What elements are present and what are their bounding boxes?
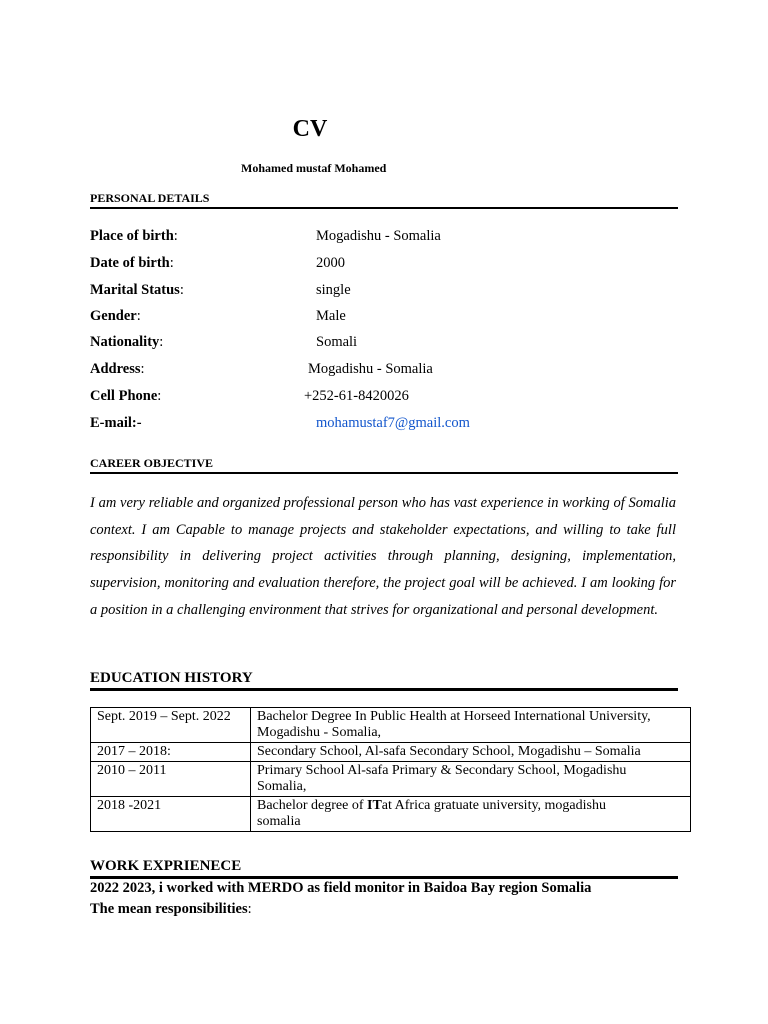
section-heading-objective: CAREER OBJECTIVE bbox=[90, 456, 214, 470]
table-row bbox=[91, 762, 691, 797]
candidate-name: Mohamed mustaf Mohamed bbox=[241, 161, 387, 175]
label-cell-phone: Cell Phone: bbox=[90, 388, 162, 404]
education-period: 2017 – 2018: bbox=[91, 743, 251, 762]
education-detail: Secondary School, Al-safa Secondary School, Mogadishu – Somalia bbox=[251, 743, 691, 762]
section-divider bbox=[90, 688, 678, 691]
education-detail: Bachelor degree of ITat Africa gratuate university, mogadishu somalia bbox=[251, 797, 691, 832]
table-row bbox=[91, 743, 691, 762]
section-divider bbox=[90, 472, 678, 474]
label-marital-status: Marital Status: bbox=[90, 282, 184, 298]
label-address: Address: bbox=[90, 361, 145, 377]
section-heading-work: WORK EXPRIENECE bbox=[90, 858, 242, 874]
section-heading-education: EDUCATION HISTORY bbox=[90, 670, 253, 686]
education-detail: Bachelor Degree In Public Health at Horseed International University, Mogadishu - Somalia, bbox=[251, 708, 691, 743]
value-date-of-birth: 2000 bbox=[316, 255, 345, 271]
responsibilities-label: The mean responsibilities: bbox=[90, 901, 252, 917]
work-experience-line: 2022 2023, i worked with MERDO as field monitor in Baidoa Bay region Somalia bbox=[90, 880, 592, 896]
table-row bbox=[91, 708, 691, 743]
email-link[interactable]: mohamustaf7@gmail.com bbox=[316, 415, 470, 431]
value-nationality: Somali bbox=[316, 334, 358, 350]
label-date-of-birth: Date of birth: bbox=[90, 255, 174, 271]
education-table bbox=[90, 707, 691, 832]
value-place-of-birth: Mogadishu - Somalia bbox=[316, 228, 441, 244]
label-nationality: Nationality: bbox=[90, 334, 164, 350]
section-divider bbox=[90, 876, 678, 879]
value-cell-phone: +252-61-8420026 bbox=[304, 388, 409, 404]
cv-title: CV bbox=[292, 116, 328, 142]
value-gender: Male bbox=[316, 308, 346, 324]
career-objective-text: I am very reliable and organized professional person who has vast experience in working of Somalia context. I am Capable to manage projects and stakeholder expectations, and willing to take full responsibility in delivering project activities through planning, designing, implementation, supervision, monitoring and evaluation therefore, the project goal will be achieved. I am looking for a position in a challenging environment that strives for organizational and personal development. bbox=[90, 495, 676, 618]
label-gender: Gender: bbox=[90, 308, 141, 324]
value-marital-status: single bbox=[316, 282, 351, 298]
value-address: Mogadishu - Somalia bbox=[308, 361, 433, 377]
education-period: Sept. 2019 – Sept. 2022 bbox=[91, 708, 251, 743]
table-row bbox=[91, 797, 691, 832]
education-detail: Primary School Al-safa Primary & Secondary School, Mogadishu Somalia, bbox=[251, 762, 691, 797]
section-heading-personal: PERSONAL DETAILS bbox=[90, 191, 210, 205]
education-period: 2018 -2021 bbox=[91, 797, 251, 832]
label-email: E-mail:- bbox=[90, 415, 142, 431]
education-period: 2010 – 2011 bbox=[91, 762, 251, 797]
label-place-of-birth: Place of birth: bbox=[90, 228, 178, 244]
section-divider bbox=[90, 207, 678, 209]
